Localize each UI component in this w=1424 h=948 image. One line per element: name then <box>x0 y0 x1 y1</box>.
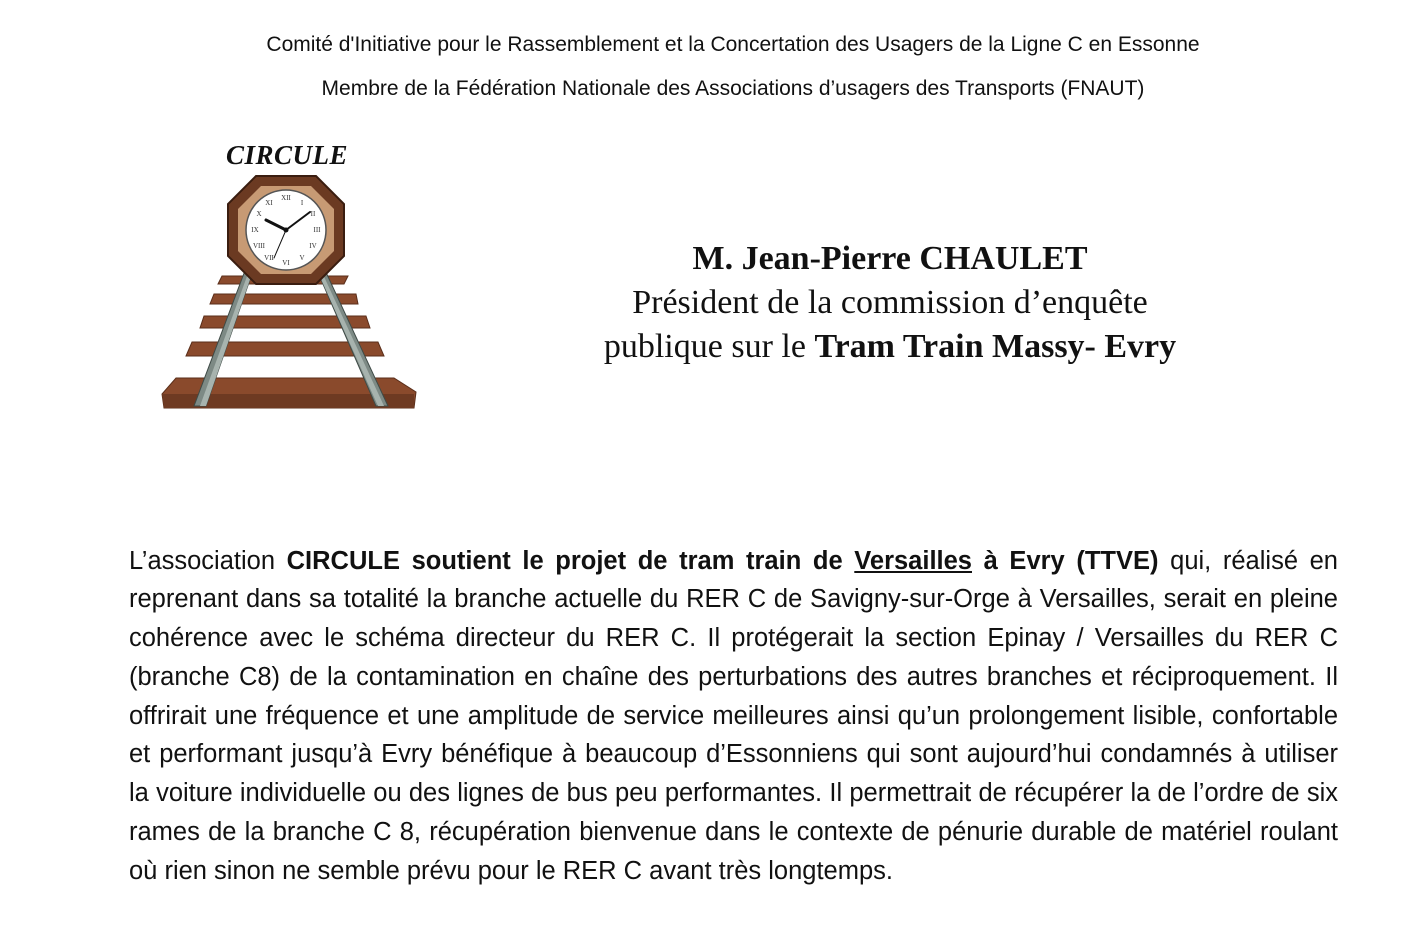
logo-title: CIRCULE <box>226 140 349 170</box>
recipient-title-line-2 <box>560 325 1220 369</box>
svg-text:IV: IV <box>309 242 317 250</box>
body-underlined-versailles: Versailles <box>854 546 972 575</box>
body-intro: L’association <box>129 546 287 575</box>
svg-text:XI: XI <box>265 199 273 207</box>
clock-icon <box>228 176 344 284</box>
svg-text:II: II <box>310 210 316 218</box>
svg-text:VII: VII <box>264 254 274 262</box>
svg-text:I: I <box>300 199 304 207</box>
svg-text:VI: VI <box>282 259 290 267</box>
body-bold-part-1: CIRCULE soutient le projet de tram train de <box>286 546 855 575</box>
recipient-project-name: Tram Train Massy- Evry <box>814 328 1177 365</box>
svg-text:VIII: VIII <box>252 242 266 250</box>
svg-text:XII: XII <box>281 194 291 202</box>
recipient-title-prefix: publique sur le <box>603 328 815 365</box>
recipient-name: M. Jean-Pierre CHAULET <box>692 240 1088 277</box>
body-bold-statement <box>287 547 1159 575</box>
recipient-title-line-1: Président de la commission d’enquête <box>632 284 1148 321</box>
body-rest: qui, réalisé en reprenant dans sa totalité la branche actuelle du RER C de Savigny-sur-Orge à Versailles, serait en pleine cohérence avec le schéma directeur du RER C. Il protégerait la section Epinay / Versailles du RER C (branche C8) de la contamination en chaîne des perturbations des autres branches et réciproquement. Il offrirait une fréquence et une amplitude de service meilleures ainsi qu’un prolongement lisible, confortable et performant jusqu’à Evry bénéfique à beaucoup d’Essonniens qui sont aujourd’hui condamnés à utiliser la voiture individuelle ou des lignes de bus peu performantes. Il permettrait de récupérer la de l’ordre de six rames de la branche C 8, récupération bienvenue dans le contexte de pénurie durable de matériel roulant où rien sinon ne semble prévu pour le RER C avant très longtemps. <box>129 546 1338 885</box>
header-federation-membership: Membre de la Fédération Nationale des Associations d’usagers des Transports (FNAUT) <box>321 77 1145 100</box>
svg-text:IX: IX <box>251 226 259 234</box>
svg-text:V: V <box>299 254 305 262</box>
header-committee-name: Comité d'Initiative pour le Rassemblement et la Concertation des Usagers de la Ligne C en Essonne <box>266 33 1200 56</box>
body-bold-part-2: à Evry (TTVE) <box>972 546 1159 575</box>
svg-text:III: III <box>313 226 321 234</box>
svg-text:X: X <box>256 210 262 218</box>
recipient-block <box>560 237 1220 369</box>
clock-on-railway-track-logo-icon <box>158 172 420 414</box>
body-paragraph <box>129 542 1338 891</box>
